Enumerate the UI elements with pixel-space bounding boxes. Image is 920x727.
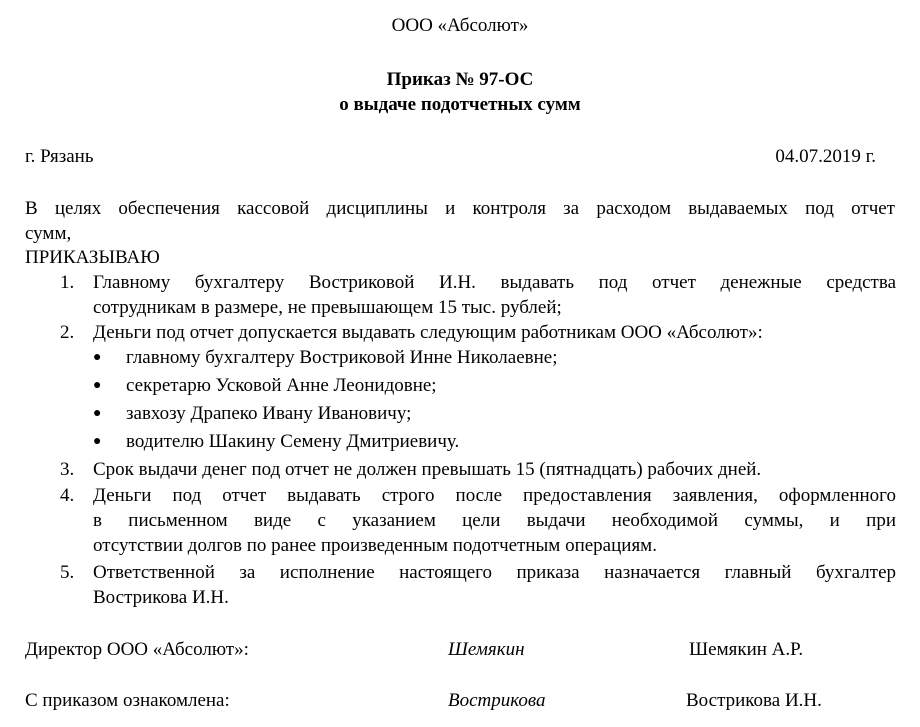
signatory-name: Вострикова И.Н. <box>686 690 822 711</box>
document-title: Приказ № 97-ОС <box>386 69 534 90</box>
item-text-line: отсутствии долгов по ранее произведенным подотчетным операциям. <box>93 535 657 556</box>
city: г. Рязань <box>25 146 94 167</box>
signature-role: С приказом ознакомлена: <box>25 690 230 711</box>
document-date: 04.07.2019 г. <box>775 146 876 167</box>
preamble-line-2: сумм, <box>25 223 72 244</box>
item-text-line: Срок выдачи денег под отчет не должен превышать 15 (пятнадцать) рабочих дней. <box>93 459 762 480</box>
order-word: ПРИКАЗЫВАЮ <box>25 247 160 268</box>
bullet-icon: ● <box>93 406 102 421</box>
item-number: 1. <box>60 272 75 293</box>
list-item: секретарю Усковой Анне Леонидовне; <box>126 375 437 396</box>
item-text-line: Вострикова И.Н. <box>93 587 229 608</box>
signature: Шемякин <box>448 639 525 660</box>
signature-role: Директор ООО «Абсолют»: <box>25 639 249 660</box>
list-item: водителю Шакину Семену Дмитриевичу. <box>126 431 460 452</box>
item-text-line: Главному бухгалтеру Востриковой И.Н. выдавать под отчет денежные средства <box>93 272 896 293</box>
preamble-line-1: В целях обеспечения кассовой дисциплины и контроля за расходом выдаваемых под отчет <box>25 198 895 219</box>
item-text-line: Деньги под отчет допускается выдавать следующим работникам ООО «Абсолют»: <box>93 322 763 343</box>
organization-name: ООО «Абсолют» <box>391 15 529 36</box>
bullet-icon: ● <box>93 378 102 393</box>
bullet-icon: ● <box>93 350 102 365</box>
bullet-icon: ● <box>93 434 102 449</box>
item-text-line: в письменном виде с указанием цели выдачи необходимой суммы, и при <box>93 510 896 531</box>
item-text-line: Ответственной за исполнение настоящего приказа назначается главный бухгалтер <box>93 562 896 583</box>
list-item: главному бухгалтеру Востриковой Инне Николаевне; <box>126 347 558 368</box>
signature: Вострикова <box>448 690 546 711</box>
document-subtitle: о выдаче подотчетных сумм <box>339 94 581 115</box>
item-text-line: Деньги под отчет выдавать строго после предоставления заявления, оформленного <box>93 485 896 506</box>
signatory-name: Шемякин А.Р. <box>689 639 804 660</box>
item-number: 4. <box>60 485 75 506</box>
item-number: 2. <box>60 322 75 343</box>
list-item: завхозу Драпеко Ивану Ивановичу; <box>126 403 412 424</box>
item-number: 5. <box>60 562 75 583</box>
item-text-line: сотрудникам в размере, не превышающем 15 тыс. рублей; <box>93 297 562 318</box>
item-number: 3. <box>60 459 75 480</box>
